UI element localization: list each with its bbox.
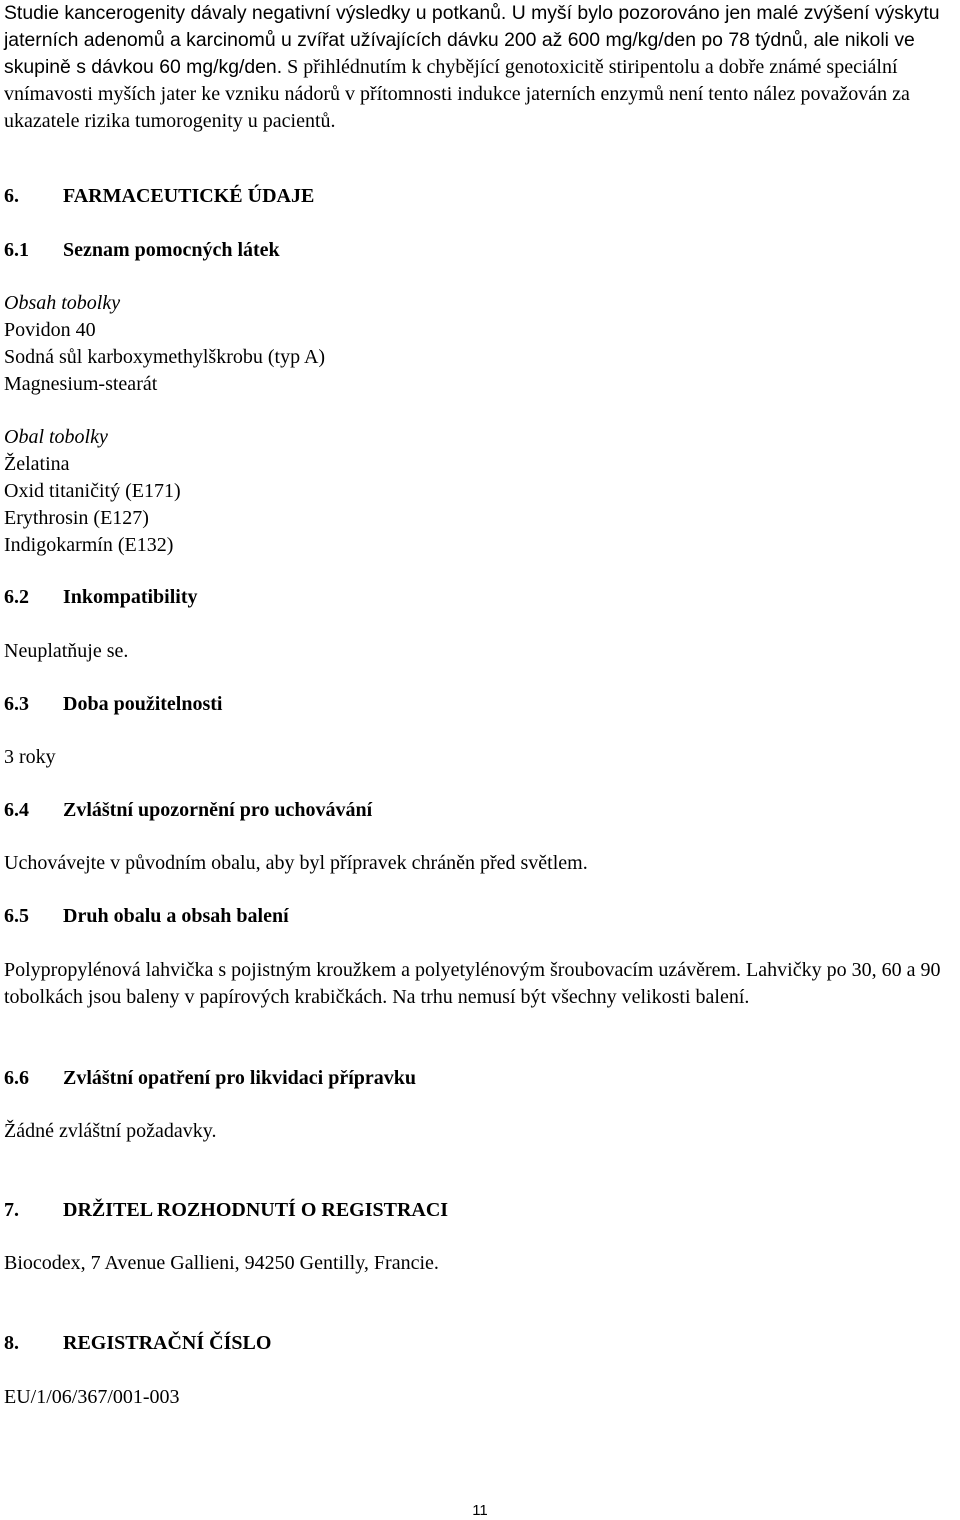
section-6-6-title: Zvláštní opatření pro likvidaci přípravku	[63, 1067, 417, 1089]
section-6-number: 6.	[4, 185, 19, 207]
section-6-4-number: 6.4	[4, 799, 29, 821]
excipient-item: Sodná sůl karboxymethylškrobu (typ A)	[4, 346, 326, 368]
section-7-number: 7.	[4, 1199, 19, 1221]
section-6-2-number: 6.2	[4, 586, 29, 608]
excipient-item: Indigokarmín (E132)	[4, 534, 174, 556]
section-6-2-title: Inkompatibility	[63, 586, 198, 608]
section-8-text: EU/1/06/367/001-003	[4, 1386, 180, 1408]
excipient-item: Magnesium-stearát	[4, 373, 158, 395]
section-6-6-text: Žádné zvláštní požadavky.	[4, 1120, 217, 1142]
section-7-title: DRŽITEL ROZHODNUTÍ O REGISTRACI	[63, 1199, 449, 1221]
section-7-heading	[4, 1197, 448, 1223]
section-6-1-number: 6.1	[4, 239, 29, 261]
section-8-title: REGISTRAČNÍ ČÍSLO	[63, 1332, 272, 1354]
section-6-title: FARMACEUTICKÉ ÚDAJE	[63, 185, 315, 207]
section-6-3-title: Doba použitelnosti	[63, 693, 223, 715]
section-6-4-heading	[4, 797, 372, 823]
section-8-heading	[4, 1330, 271, 1356]
capsule-content-label: Obsah tobolky	[4, 292, 121, 314]
section-6-3-number: 6.3	[4, 693, 29, 715]
excipient-item: Želatina	[4, 453, 70, 475]
section-6-6-heading	[4, 1065, 416, 1091]
intro-serif-text: S přihlédnutím k chybějící genotoxicitě stiripentolu a dobře známé speciální vnímavosti myších jater ke vzniku nádorů v přítomnosti indukce jaterních enzymů není tento nález považován za ukazatele rizika tumorogenity u pacientů.	[4, 56, 910, 132]
section-6-5-text: Polypropylénová lahvička s pojistným kroužkem a polyetylénovým šroubovacím uzávěrem. Lahvičky po 30, 60 a 90 tobolkách jsou baleny v papírových krabičkách. Na trhu nemusí být všechny velikosti balení.	[4, 959, 941, 1008]
section-6-1-heading	[4, 237, 280, 263]
section-6-5-number: 6.5	[4, 905, 29, 927]
excipient-item: Oxid titaničitý (E171)	[4, 480, 181, 502]
section-6-5-heading	[4, 903, 289, 929]
section-6-heading	[4, 183, 314, 209]
section-6-4-title: Zvláštní upozornění pro uchovávání	[63, 799, 373, 821]
excipient-item: Povidon 40	[4, 319, 96, 341]
excipient-item: Erythrosin (E127)	[4, 507, 149, 529]
capsule-shell-label: Obal tobolky	[4, 426, 108, 448]
section-6-6-number: 6.6	[4, 1067, 29, 1089]
intro-sans-text: Studie kancerogenity dávaly negativní výsledky u potkanů. U myší bylo pozorováno jen malé zvýšení výskytu jaterních adenomů a karcinomů u zvířat užívajících dávku 200 až 600 mg/kg/den po 78 týdnů, ale nikoli ve skupině s dávkou 60 mg/kg/den.	[4, 2, 940, 78]
section-6-3-heading	[4, 691, 222, 717]
page-number: 11	[472, 1502, 488, 1519]
section-6-1-title: Seznam pomocných látek	[63, 239, 280, 261]
section-7-text: Biocodex, 7 Avenue Gallieni, 94250 Gentilly, Francie.	[4, 1252, 439, 1274]
intro-paragraph	[4, 0, 956, 135]
section-6-2-text: Neuplatňuje se.	[4, 640, 129, 662]
section-6-3-text: 3 roky	[4, 746, 56, 768]
section-8-number: 8.	[4, 1332, 19, 1354]
section-6-4-text: Uchovávejte v původním obalu, aby byl přípravek chráněn před světlem.	[4, 852, 588, 874]
section-6-2-heading	[4, 584, 197, 610]
section-6-5-title: Druh obalu a obsah balení	[63, 905, 289, 927]
